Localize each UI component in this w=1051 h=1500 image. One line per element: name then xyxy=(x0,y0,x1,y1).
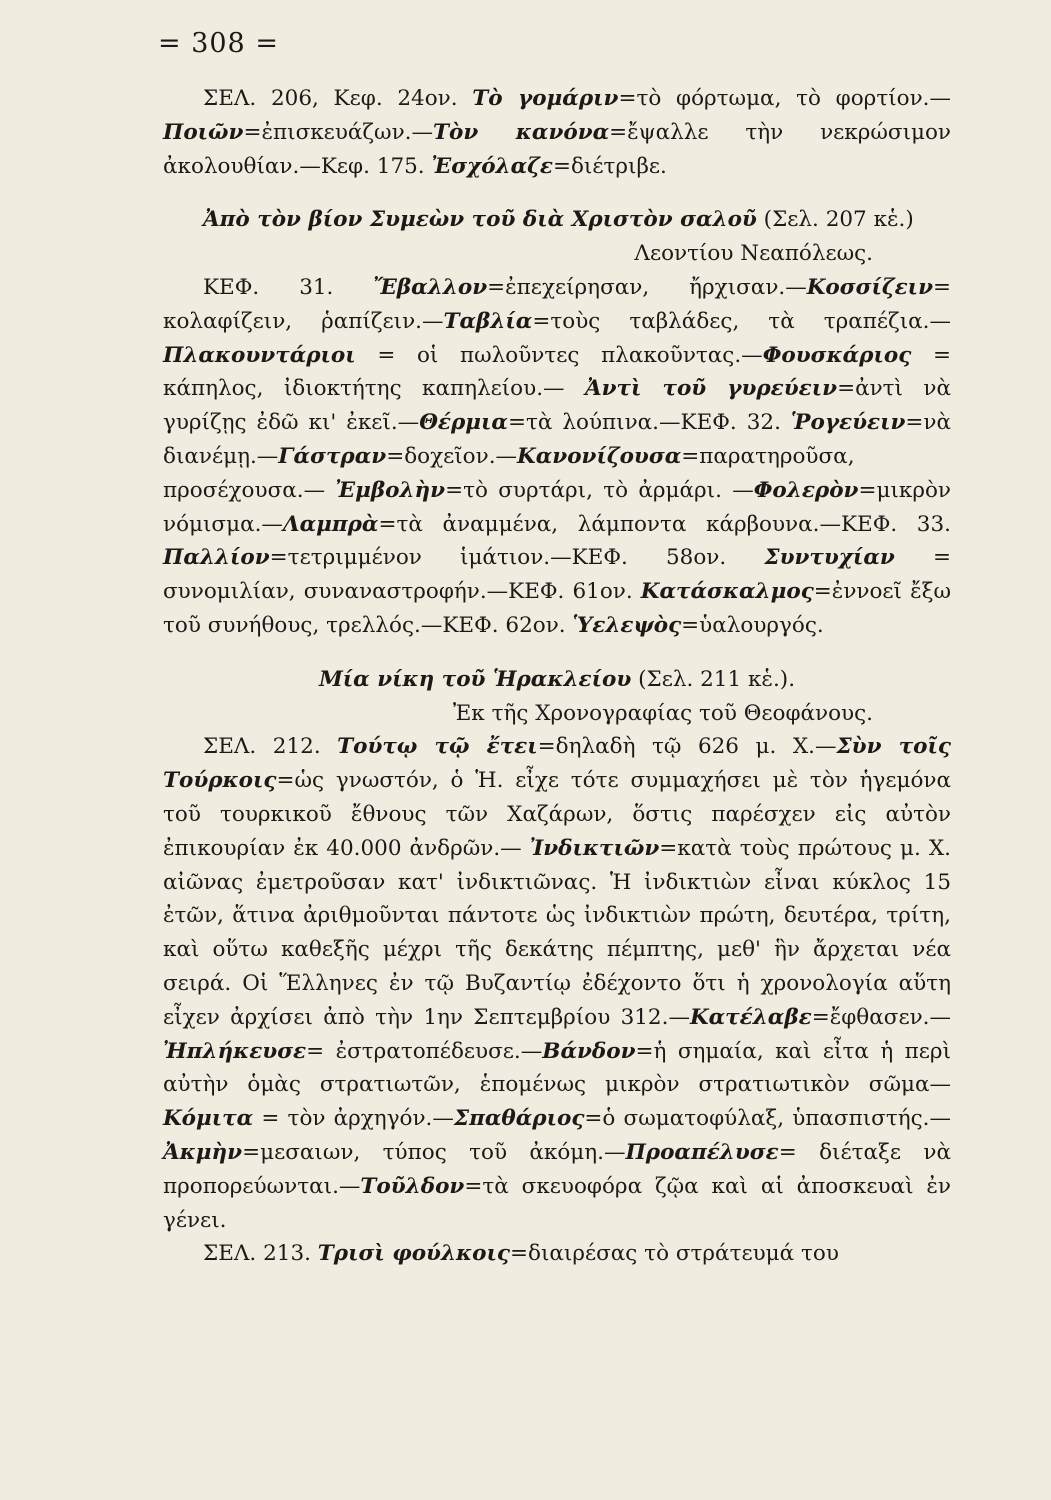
gloss-text: =τοὺς ταβλάδες, τὰ τραπέζια.— xyxy=(532,308,951,334)
glossary-paragraph xyxy=(163,730,951,1237)
headword: Ῥογεύειν xyxy=(790,410,906,436)
gloss-text: =τετριμμένον ἱμάτιον.—ΚΕΦ. 58ον. xyxy=(269,545,765,571)
gloss-text: ΣΕΛ. 213. xyxy=(203,1241,318,1267)
gloss-text: =ἐπεχείρησαν, ἤρχισαν.— xyxy=(487,274,807,300)
section-subheading: Λεοντίου Νεαπόλεως. xyxy=(634,241,873,267)
glossary-paragraph xyxy=(163,1237,951,1271)
headword: Ἀπὸ τὸν βίον Συμεὼν τοῦ διὰ Χριστὸν σαλοῦ xyxy=(203,207,757,233)
page-body xyxy=(163,82,951,1271)
headword: Παλλίον xyxy=(163,545,270,571)
section-heading xyxy=(163,203,951,237)
gloss-text: =τὰ σκευοφόρα ζῷα καὶ αἱ ἀποσκευαὶ ἐν γένει. xyxy=(163,1173,951,1233)
headword: Ἀκμὴν xyxy=(163,1139,243,1165)
headword: Ποιῶν xyxy=(163,119,244,145)
gloss-text: = οἱ πωλοῦντες πλακοῦντας.— xyxy=(355,342,763,368)
gloss-text: (Σελ. 207 κἑ.) xyxy=(756,207,914,233)
gloss-text: =τὸ φόρτωμα, τὸ φορτίον.— xyxy=(618,86,951,111)
headword: Κανονίζουσα xyxy=(517,443,682,469)
headword: Ἰνδικτιῶν xyxy=(529,835,660,861)
headword: Κόμιτα xyxy=(163,1106,254,1132)
gloss-text: =ὡς γνωστόν, ὁ Ἡ. εἶχε τότε συμμαχήσει μὲ τὸν ἡγεμόνα τοῦ τουρκικοῦ ἔθνους τῶν Χαζάρων, ὅστις παρέσχεν εἰς αὐτὸν ἐπικουρίαν ἐκ 40.000 ἀνδρῶν.— xyxy=(163,768,951,861)
gloss-text: =διαιρέσας τὸ στράτευμά του xyxy=(509,1241,839,1267)
gloss-text: = διέταξε νὰ προπορεύωνται.— xyxy=(163,1139,951,1199)
headword: Τὸ γομάριν xyxy=(472,86,619,111)
headword: Κοσσίζειν xyxy=(806,274,933,300)
headword: Τούτῳ τῷ ἔτει xyxy=(337,734,538,760)
gloss-text: = κάπηλος, ἰδιοκτήτης καπηλείου.— xyxy=(163,342,951,402)
gloss-text: =κατὰ τοὺς πρώτους μ. Χ. αἰῶνας ἐμετροῦσαν κατ' ἰνδικτιῶνας. Ἡ ἰνδικτιὼν εἶναι κύκλος 15 ἐτῶν, ἅτινα ἀριθμοῦνται πάντοτε ὡς ἰνδικτιὼν πρώτη, δευτέρα, τρίτη, καὶ οὕτω καθεξῆς μέχρι τῆς δεκάτης πέμπτης, μεθ' ἣν ἄρχεται νέα σειρά. Οἱ Ἕλληνες ἐν τῷ Βυζαντίῳ ἐδέχοντο ὅτι ἡ χρονολογία αὕτη εἶχεν ἀρχίσει ἀπὸ τὴν 1ην Σεπτεμβρίου 312.— xyxy=(163,835,952,1030)
headword: Βάνδον xyxy=(542,1038,636,1064)
gloss-text: = κολαφίζειν, ῥαπίζειν.— xyxy=(163,274,952,334)
gloss-text: =ἐννοεῖ ἔξω τοῦ συνήθους, τρελλός.—ΚΕΦ. 62ον. xyxy=(163,579,951,638)
headword: Ἐμβολὴν xyxy=(335,477,446,503)
gloss-text: =ἀντὶ νὰ γυρίζῃς ἐδῶ κι' ἐκεῖ.— xyxy=(163,376,951,436)
gloss-text: =ὁ σωματοφύλαξ, ὑπασπιστής.— xyxy=(584,1106,951,1132)
gloss-text: =ὑαλουργός. xyxy=(681,612,824,638)
headword: Φουσκάριος xyxy=(762,342,912,368)
section-subheading: Ἐκ τῆς Χρονογραφίας τοῦ Θεοφάνους. xyxy=(452,700,873,726)
headword: Μία νίκη τοῦ Ἡρακλείου xyxy=(318,666,632,692)
headword: Λαμπρὰ xyxy=(282,511,379,537)
gloss-text: =τὰ λούπινα.—ΚΕΦ. 32. xyxy=(507,410,791,436)
headword: Σὺν τοῖς Τούρκοις xyxy=(163,734,951,794)
gloss-text: =ἔφθασεν.— xyxy=(811,1004,951,1030)
headword: Τὸν κανόνα xyxy=(433,119,610,145)
headword: Θέρμια xyxy=(419,410,508,436)
headword: Κατέλαβε xyxy=(689,1004,812,1030)
gloss-text: = τὸν ἀρχηγόν.— xyxy=(253,1106,454,1132)
gloss-text: =ἡ σημαία, καὶ εἶτα ἡ περὶ αὐτὴν ὁμὰς στρατιωτῶν, ἑπομένως μικρὸν στρατιωτικὸν σῶμα— xyxy=(163,1038,951,1098)
gloss-text: =μεσαιων, τύπος τοῦ ἀκόμη.— xyxy=(242,1139,626,1165)
headword: Ἐσχόλαζε xyxy=(431,153,553,179)
headword: Κατάσκαλμος xyxy=(640,579,814,605)
headword: Ταβλία xyxy=(443,308,533,334)
headword: Προαπέλυσε xyxy=(625,1139,779,1165)
gloss-text: ΚΕΦ. 31. xyxy=(203,274,374,300)
gloss-text: =νὰ διανέμῃ.— xyxy=(163,410,951,469)
glossary-paragraph xyxy=(163,271,951,643)
gloss-text: = ἐστρατοπέδευσε.— xyxy=(306,1038,543,1064)
glossary-paragraph xyxy=(163,82,951,183)
gloss-text: =ἔψαλλε τὴν νεκρώσιμον ἀκολουθίαν.—Κεφ. 175. xyxy=(163,119,952,179)
headword: Πλακουντάριοι xyxy=(163,342,356,368)
gloss-text: =μικρὸν νόμισμα.— xyxy=(163,477,951,537)
headword: Φολερὸν xyxy=(753,477,859,503)
headword: Γάστραν xyxy=(278,443,387,469)
gloss-text: =παρατηροῦσα, προσέχουσα.— xyxy=(163,443,855,503)
headword: Συντυχίαν xyxy=(764,545,895,571)
gloss-text: =τὸ συρτάρι, τὸ ἀρμάρι. — xyxy=(445,477,754,503)
gloss-text: ΣΕΛ. 212. xyxy=(203,734,338,760)
gloss-text: =δοχεῖον.— xyxy=(386,443,518,469)
headword: Τρισὶ φούλκοις xyxy=(317,1241,510,1267)
gloss-text: (Σελ. 211 κἑ.). xyxy=(631,666,796,692)
gloss-text: =ἐπισκευάζων.— xyxy=(243,119,433,145)
gloss-text: = συνομιλίαν, συναναστροφήν.—ΚΕΦ. 61ον. xyxy=(163,545,951,605)
gloss-text: =δηλαδὴ τῷ 626 μ. Χ.— xyxy=(537,734,837,760)
headword: Ὑελεψὸς xyxy=(572,612,682,638)
section-heading xyxy=(163,663,951,697)
headword: Τοῦλδον xyxy=(360,1173,465,1199)
page-number: = 308 = xyxy=(158,28,279,59)
headword: Ἠπλήκευσε xyxy=(163,1038,307,1064)
gloss-text: =διέτριβε. xyxy=(552,153,667,179)
gloss-text: =τὰ ἀναμμένα, λάμποντα κάρβουνα.—ΚΕΦ. 33. xyxy=(378,511,951,537)
headword: Σπαθάριος xyxy=(453,1106,585,1132)
headword: Ἀντὶ τοῦ γυρεύειν xyxy=(584,376,838,402)
headword: Ἔβαλλον xyxy=(373,274,488,300)
gloss-text: ΣΕΛ. 206, Κεφ. 24ον. xyxy=(203,86,473,111)
